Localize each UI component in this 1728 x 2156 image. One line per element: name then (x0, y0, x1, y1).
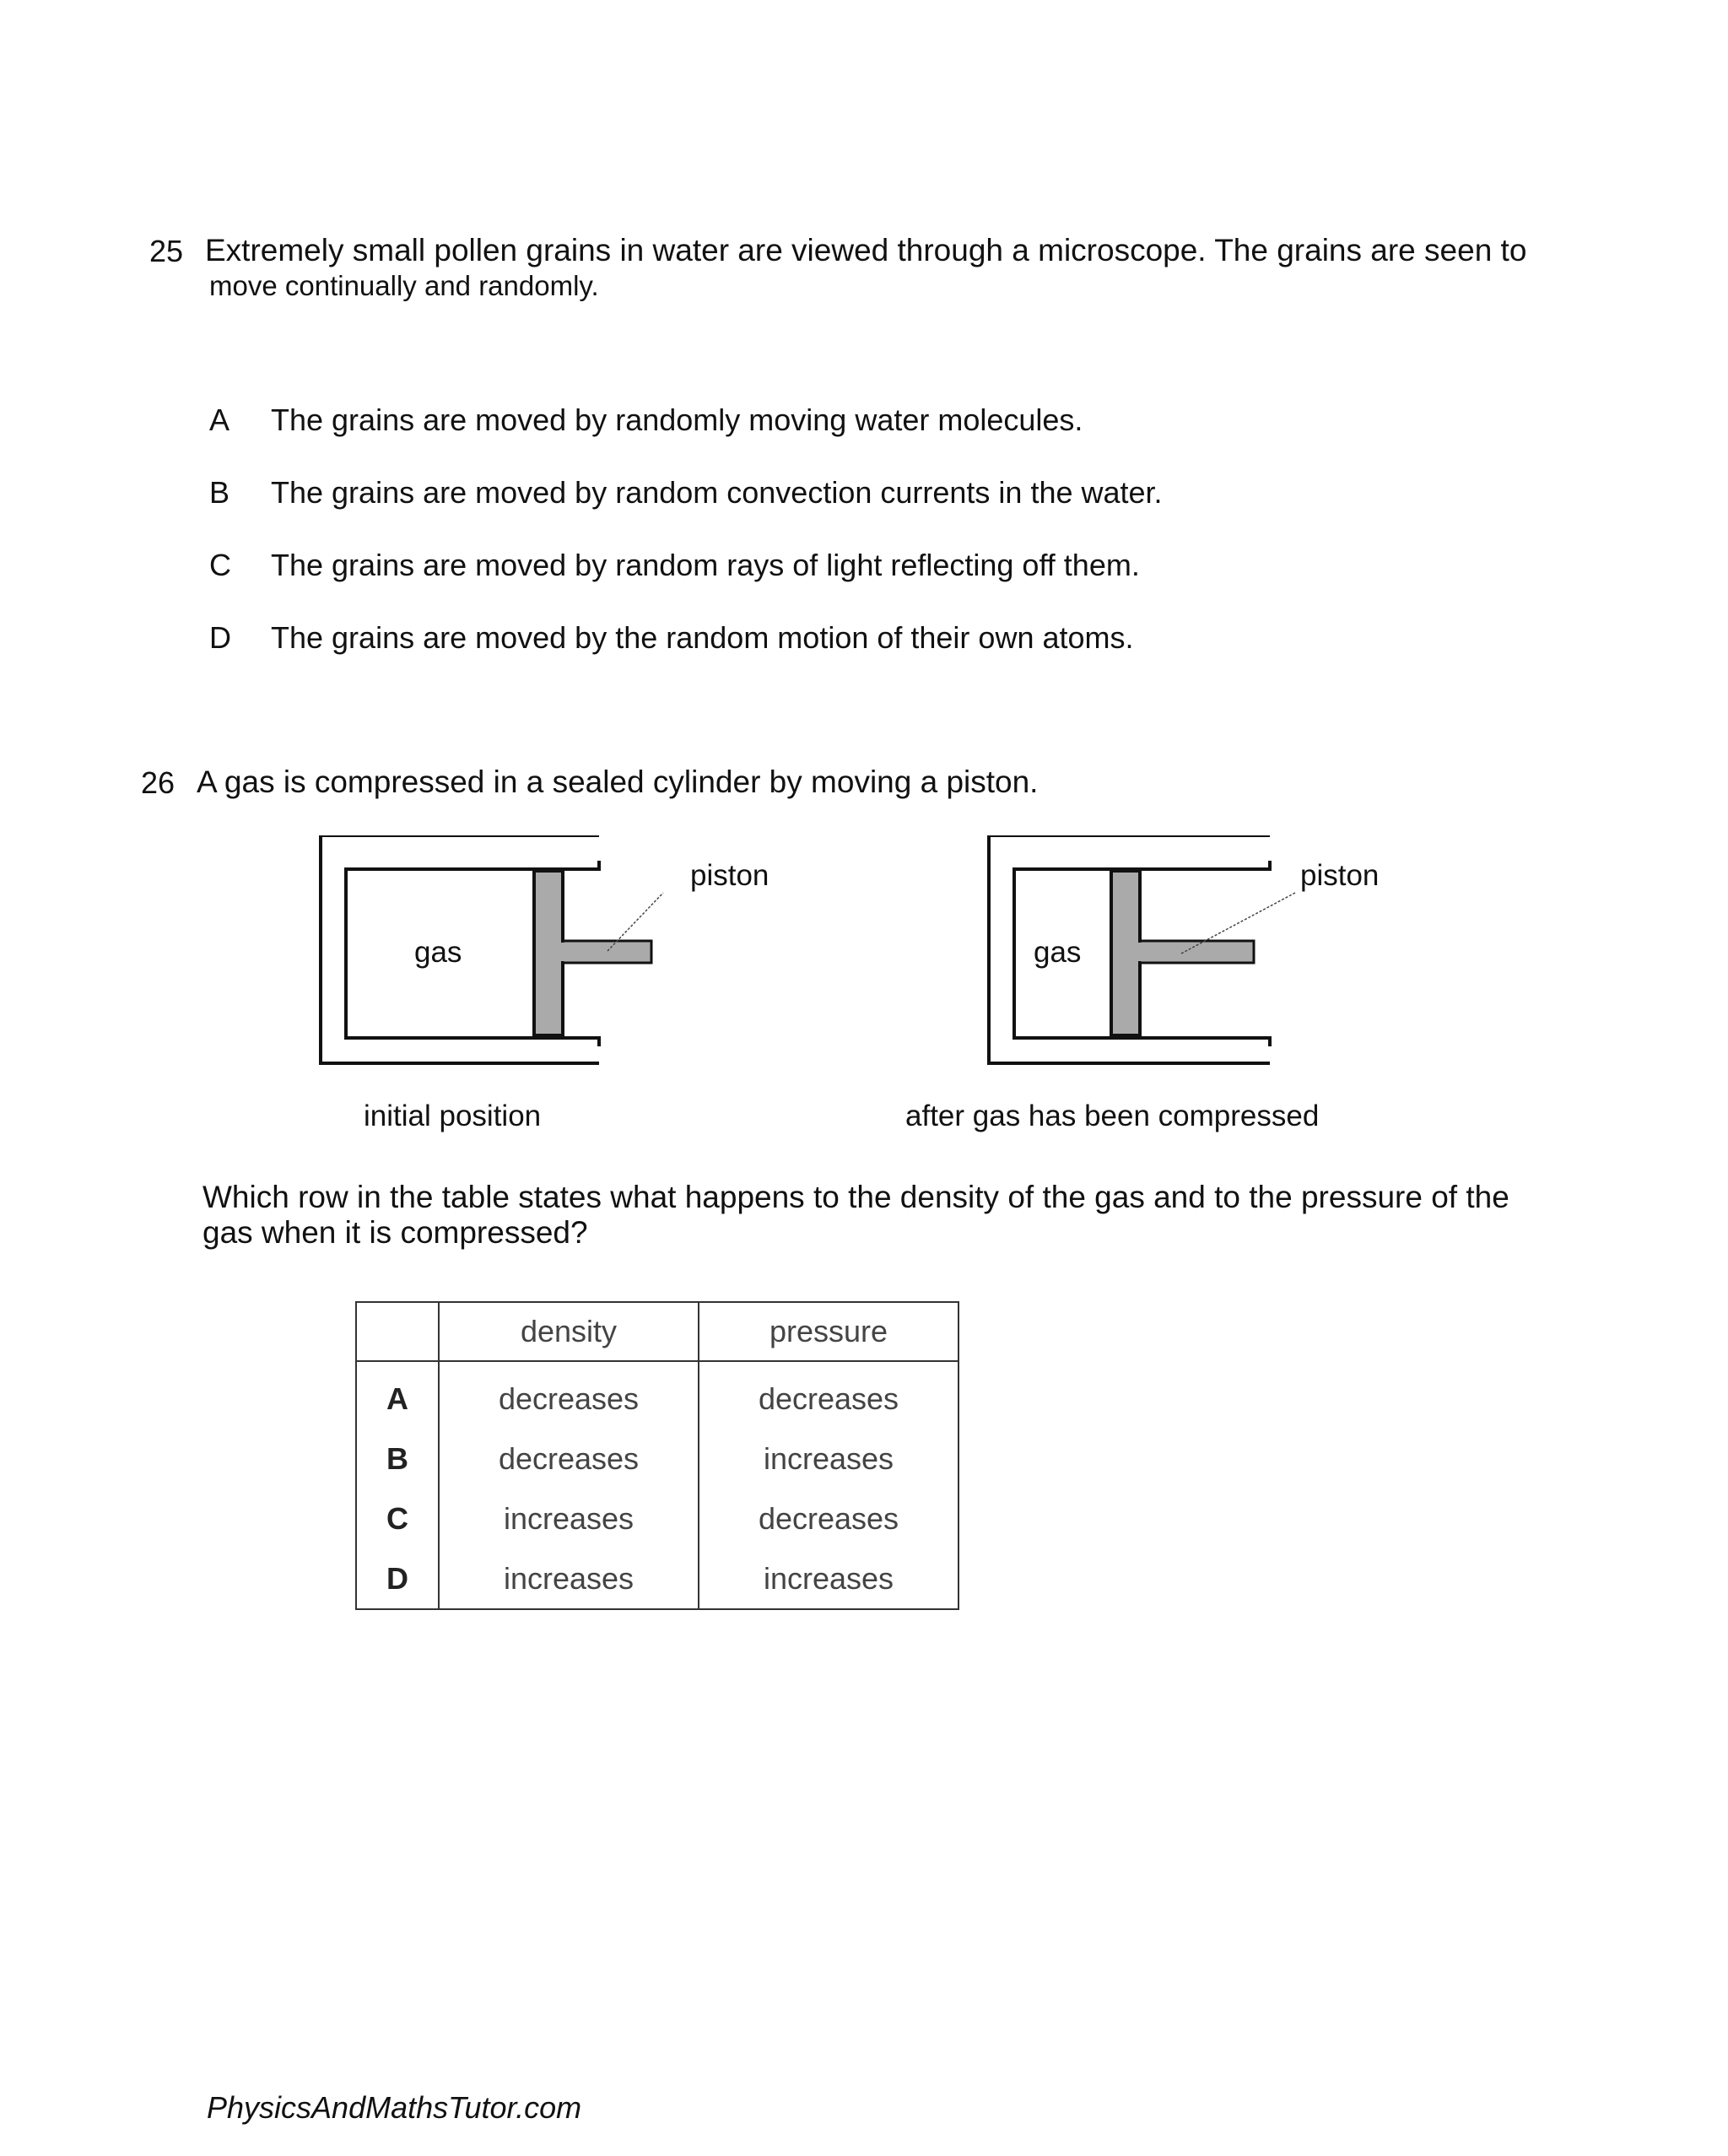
pressure-cell: increases (699, 1429, 958, 1489)
gas-label-initial: gas (414, 936, 462, 969)
q25-option-b-text: The grains are moved by random convection currents in the water. (271, 475, 1163, 510)
q25-option-d-text: The grains are moved by the random motion of their own atoms. (271, 620, 1134, 655)
q26-question-line2: gas when it is compressed? (202, 1215, 588, 1250)
pressure-cell: decreases (699, 1361, 958, 1429)
q25-option-a-text: The grains are moved by randomly moving water molecules. (271, 403, 1083, 437)
q25-option-d-letter: D (209, 620, 231, 655)
cylinder-diagram-initial (312, 835, 683, 1072)
q25-option-c-letter: C (209, 548, 231, 582)
q25-number: 25 (149, 234, 184, 268)
table-row (356, 1548, 958, 1609)
caption-after-compression: after gas has been compressed (905, 1100, 1320, 1132)
piston-label-compressed: piston (1300, 859, 1380, 892)
table-header-pressure: pressure (699, 1302, 958, 1361)
piston-label-initial: piston (690, 859, 770, 892)
pressure-cell: decreases (699, 1489, 958, 1548)
q26-number: 26 (141, 765, 176, 800)
density-cell: increases (439, 1489, 699, 1548)
table-row (356, 1489, 958, 1548)
q25-stem-line2: move continually and randomly. (209, 270, 599, 301)
q25-stem-line1: Extremely small pollen grains in water are viewed through a microscope. The grains are seen to (205, 233, 1527, 267)
q26-question-line1: Which row in the table states what happens to the density of the gas and to the pressure of the (202, 1180, 1509, 1214)
q25-option-b-letter: B (209, 475, 230, 510)
footer-site-name: PhysicsAndMathsTutor.com (207, 2090, 582, 2125)
table-row (356, 1361, 958, 1429)
density-cell: decreases (439, 1361, 699, 1429)
gas-label-compressed: gas (1034, 936, 1082, 969)
row-letter: D (356, 1548, 439, 1609)
table-row (356, 1429, 958, 1489)
pressure-cell: increases (699, 1548, 958, 1609)
table-header-blank (356, 1302, 439, 1361)
q25-option-c-text: The grains are moved by random rays of light reflecting off them. (271, 548, 1140, 582)
row-letter: C (356, 1489, 439, 1548)
q26-stem: A gas is compressed in a sealed cylinder by moving a piston. (197, 765, 1039, 799)
answer-table (355, 1301, 959, 1610)
caption-initial-position: initial position (364, 1100, 542, 1132)
row-letter: A (356, 1361, 439, 1429)
q25-option-a-letter: A (209, 403, 230, 437)
piston-rod (1140, 941, 1254, 963)
density-cell: decreases (439, 1429, 699, 1489)
density-cell: increases (439, 1548, 699, 1609)
table-header-density: density (439, 1302, 699, 1361)
table-header-row (356, 1302, 958, 1361)
row-letter: B (356, 1429, 439, 1489)
piston-rod (563, 941, 651, 963)
